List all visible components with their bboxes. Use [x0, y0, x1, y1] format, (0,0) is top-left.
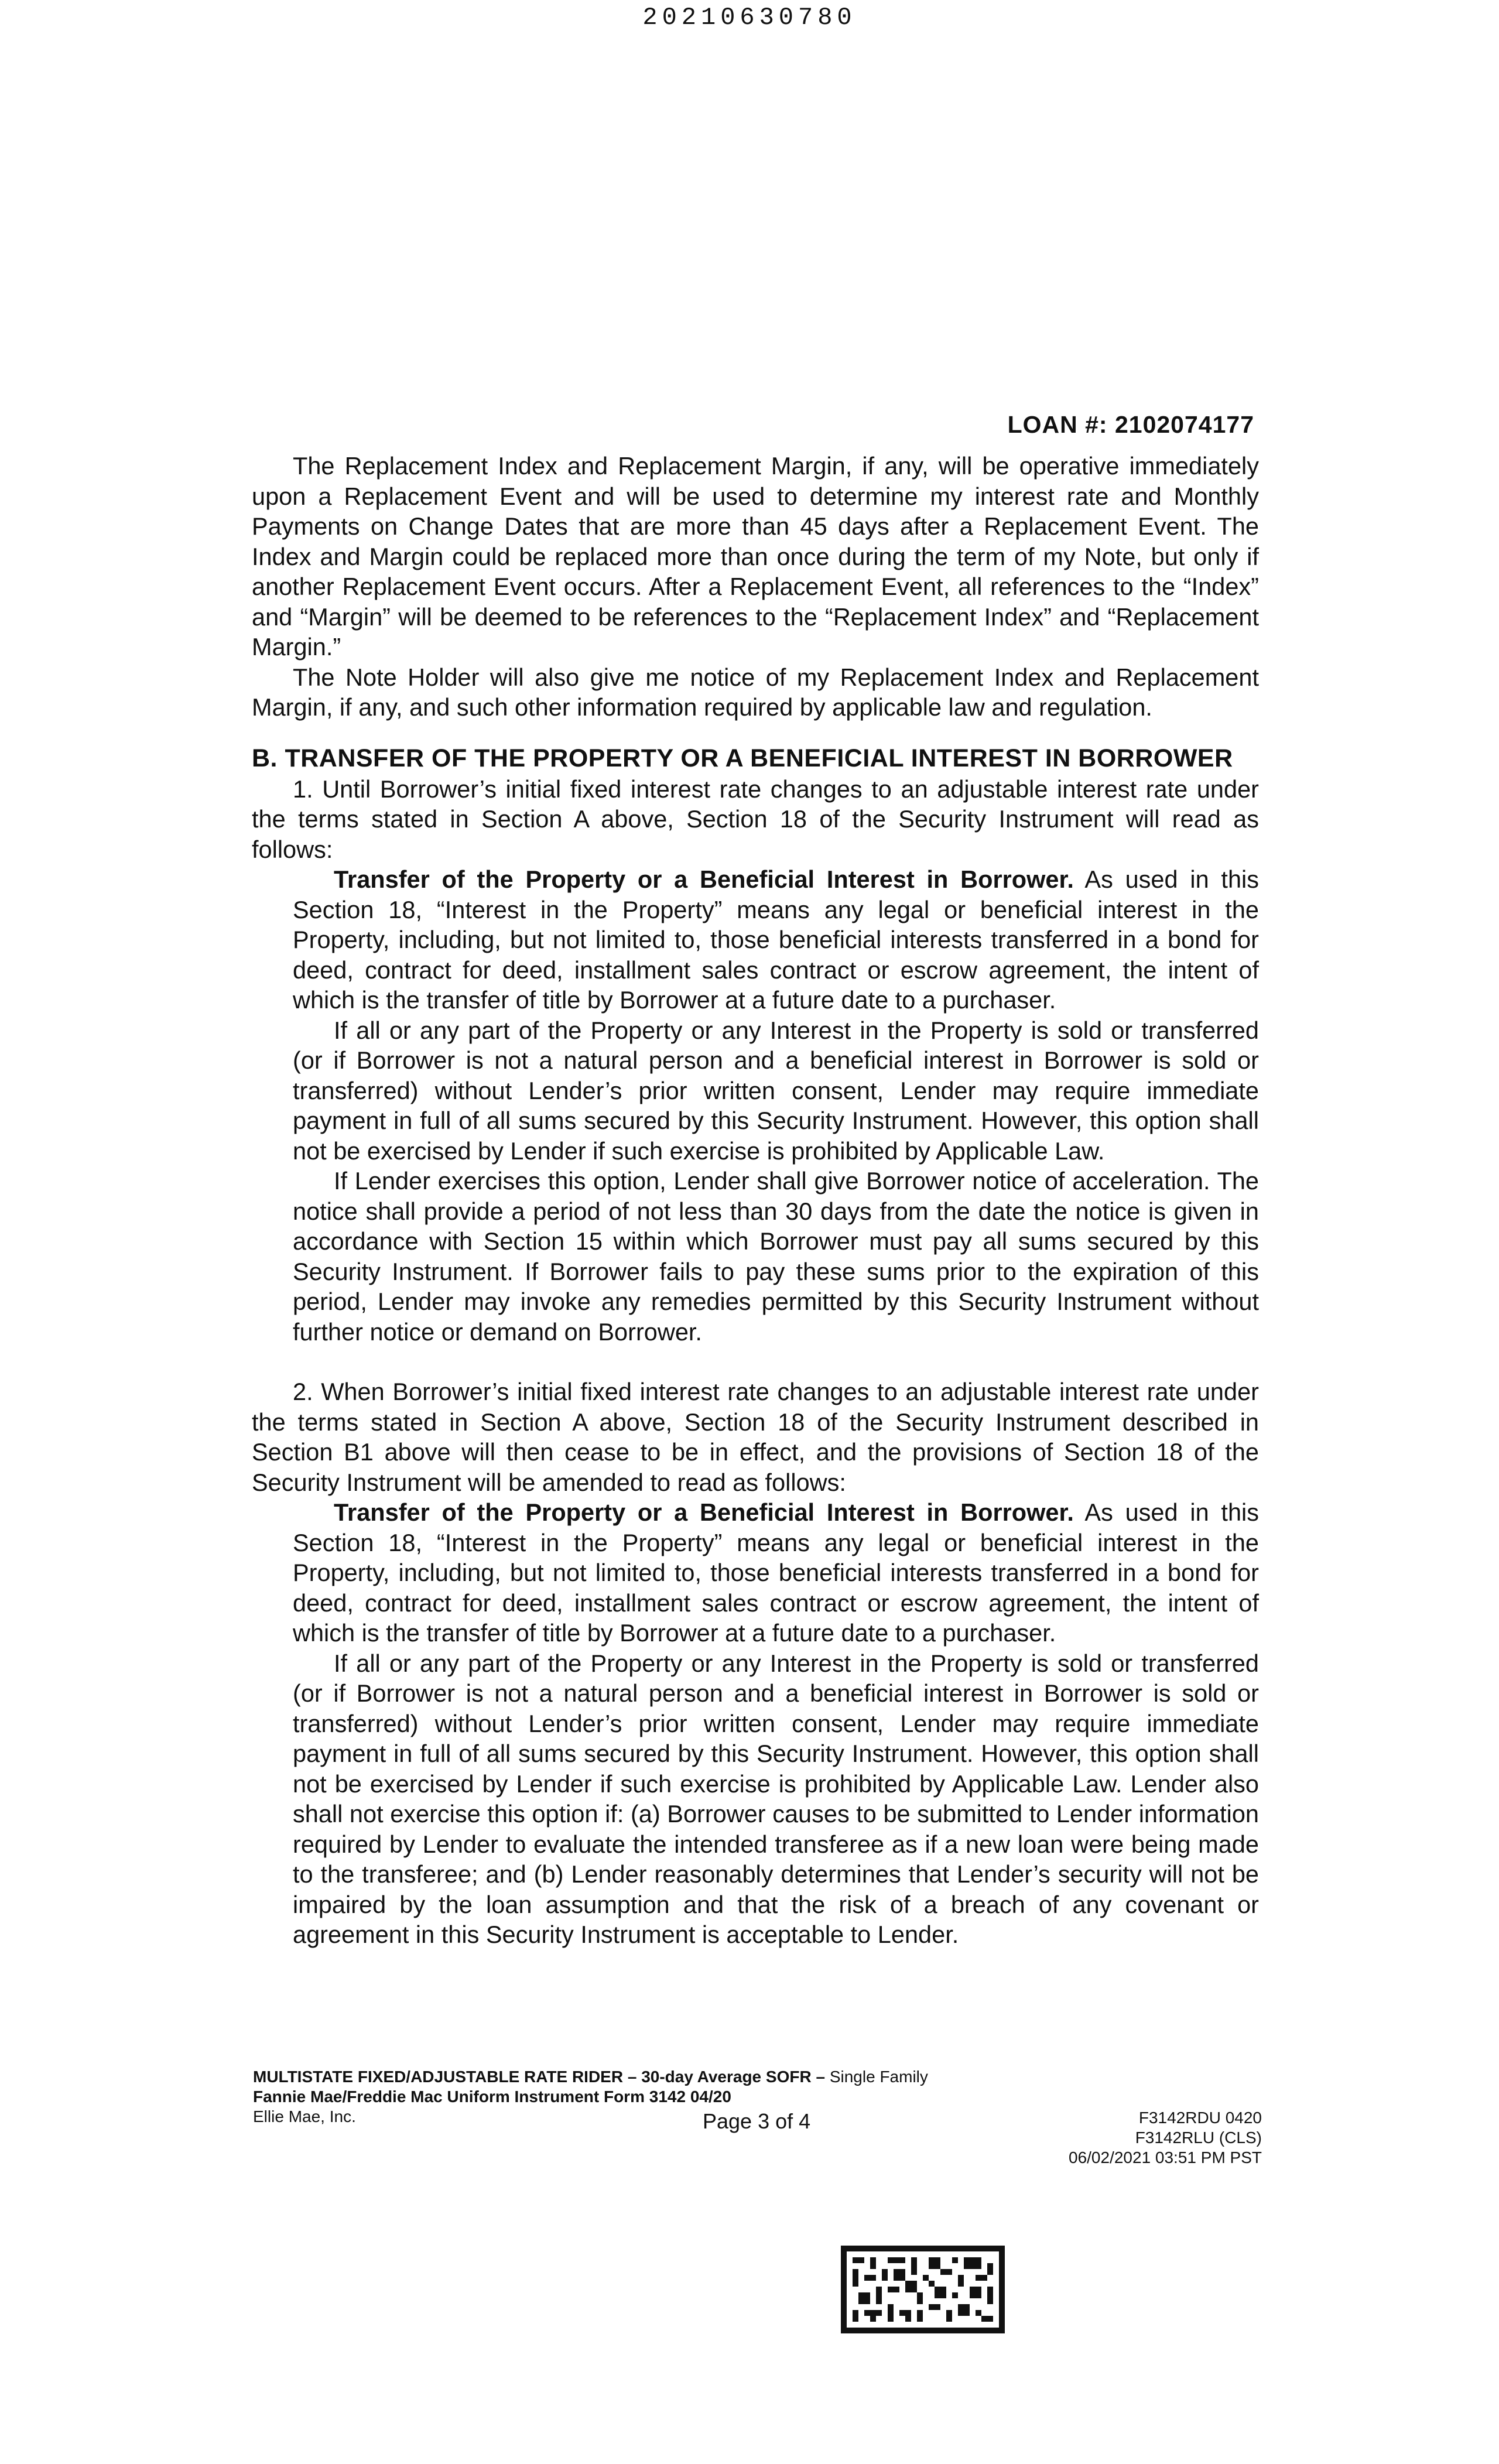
form-code-1: F3142RDU 0420: [1138, 2109, 1262, 2127]
footer-form-info: [253, 2067, 928, 2127]
intro-section: [252, 451, 1259, 723]
item-2-quote-paragraph-1: [293, 1497, 1259, 1648]
form-title: [253, 2067, 928, 2087]
form-code-2: F3142RLU (CLS): [1135, 2128, 1262, 2147]
item-1-quote-paragraph-3: If Lender exercises this option, Lender shall give Borrower notice of acceleration. The notice shall provide a period of not less than 30 days from the date the notice is given in accordance with Section 15 within which Borrower must pay all sums secured by this Security Instrument. If Borrower fails to pay these sums prior to the expiration of this period, Lender may invoke any remedies permitted by this Security Instrument without further notice or demand on Borrower.: [293, 1167, 1259, 1346]
form-line-2: Fannie Mae/Freddie Mac Uniform Instrument Form 3142 04/20: [253, 2087, 731, 2106]
company-name: Ellie Mae, Inc.: [253, 2107, 356, 2126]
item-2-quote-lead: Transfer of the Property or a Beneficial Interest in Borrower.: [334, 1498, 1074, 1526]
page-number: Page 3 of 4: [703, 2109, 811, 2133]
item-2-quote-text-1: As used in this Section 18, “Interest in the Property” means any legal or beneficial interest in the Property, including, but not limited to, those beneficial interests transferred in a bond for deed, contract for deed, installment sales contract or escrow agreement, the intent of which is the transfer of title by Borrower at a future date to a purchaser.: [293, 1498, 1259, 1647]
form-title-rest: Single Family: [825, 2068, 928, 2086]
document-number: 20210630780: [642, 4, 857, 32]
item-1-intro: 1. Until Borrower’s initial fixed interest rate changes to an adjustable interest rate under the terms stated in Section A above, Section 18 of the Security Instrument will read as follows:: [252, 775, 1259, 863]
footer-codes: [1069, 2108, 1262, 2168]
item-2-quote: [293, 1497, 1259, 1950]
spacer: [252, 1347, 1259, 1377]
loan-number: LOAN #: 2102074177: [1007, 411, 1254, 438]
section-b-title: TRANSFER OF THE PROPERTY OR A BENEFICIAL INTEREST IN BORROWER: [285, 744, 1233, 772]
section-b-heading: [252, 744, 1259, 774]
intro-paragraph-1: The Replacement Index and Replacement Margin, if any, will be operative immediately upon a Replacement Event and will be used to determine my interest rate and Monthly Payments on Change Dates that are more than 45 days after a Replacement Event. The Index and Margin could be replaced more than once during the term of my Note, but only if another Replacement Event occurs. After a Replacement Event, all references to the “Index” and “Margin” will be deemed to be references to the “Replacement Index” and “Replacement Margin.”: [252, 452, 1259, 661]
item-1-quote-text-1: As used in this Section 18, “Interest in the Property” means any legal or beneficial interest in the Property, including, but not limited to, those beneficial interests transferred in a bond for deed, contract for deed, installment sales contract or escrow agreement, the intent of which is the transfer of title by Borrower at a future date to a purchaser.: [293, 865, 1259, 1014]
intro-paragraph-2: The Note Holder will also give me notice of my Replacement Index and Replacement Margin, if any, and such other information required by applicable law and regulation.: [252, 663, 1259, 721]
section-b: [252, 744, 1259, 1950]
section-b-label: B.: [252, 744, 278, 772]
form-title-bold: MULTISTATE FIXED/ADJUSTABLE RATE RIDER – 30-day Average SOFR –: [253, 2068, 826, 2086]
item-1-quote-paragraph-1: [293, 864, 1259, 1015]
item-2-quote-paragraph-2: If all or any part of the Property or any Interest in the Property is sold or transferred (or if Borrower is not a natural person and a beneficial interest in Borrower is sold or transferred) without Lender’s prior written consent, Lender may require immediate payment in full of all sums secured by this Security Instrument. However, this option shall not be exercised by Lender if such exercise is prohibited by Applicable Law. Lender also shall not exercise this option if: (a) Borrower causes to be submitted to Lender information required by Lender to evaluate the intended transferee as if a new loan were being made to the transferee; and (b) Lender reasonably determines that Lender’s security will not be impaired by the loan assumption and that the risk of a breach of any covenant or agreement in this Security Instrument is acceptable to Lender.: [293, 1649, 1259, 1948]
item-1-quote-lead: Transfer of the Property or a Beneficial Interest in Borrower.: [334, 865, 1074, 893]
item-1-quote-paragraph-2: If all or any part of the Property or any Interest in the Property is sold or transferred (or if Borrower is not a natural person and a beneficial interest in Borrower is sold or transferred) without Lender’s prior written consent, Lender may require immediate payment in full of all sums secured by this Security Instrument. However, this option shall not be exercised by Lender if such exercise is prohibited by Applicable Law.: [293, 1016, 1259, 1165]
item-2-intro: 2. When Borrower’s initial fixed interest rate changes to an adjustable interest rate under the terms stated in Section A above, Section 18 of the Security Instrument described in Section B1 above will then cease to be in effect, and the provisions of Section 18 of the Security Instrument will be amended to read as follows:: [252, 1378, 1259, 1496]
print-timestamp: 06/02/2021 03:51 PM PST: [1069, 2148, 1262, 2167]
item-1-quote: [293, 864, 1259, 1347]
barcode-icon: [841, 2246, 1005, 2333]
